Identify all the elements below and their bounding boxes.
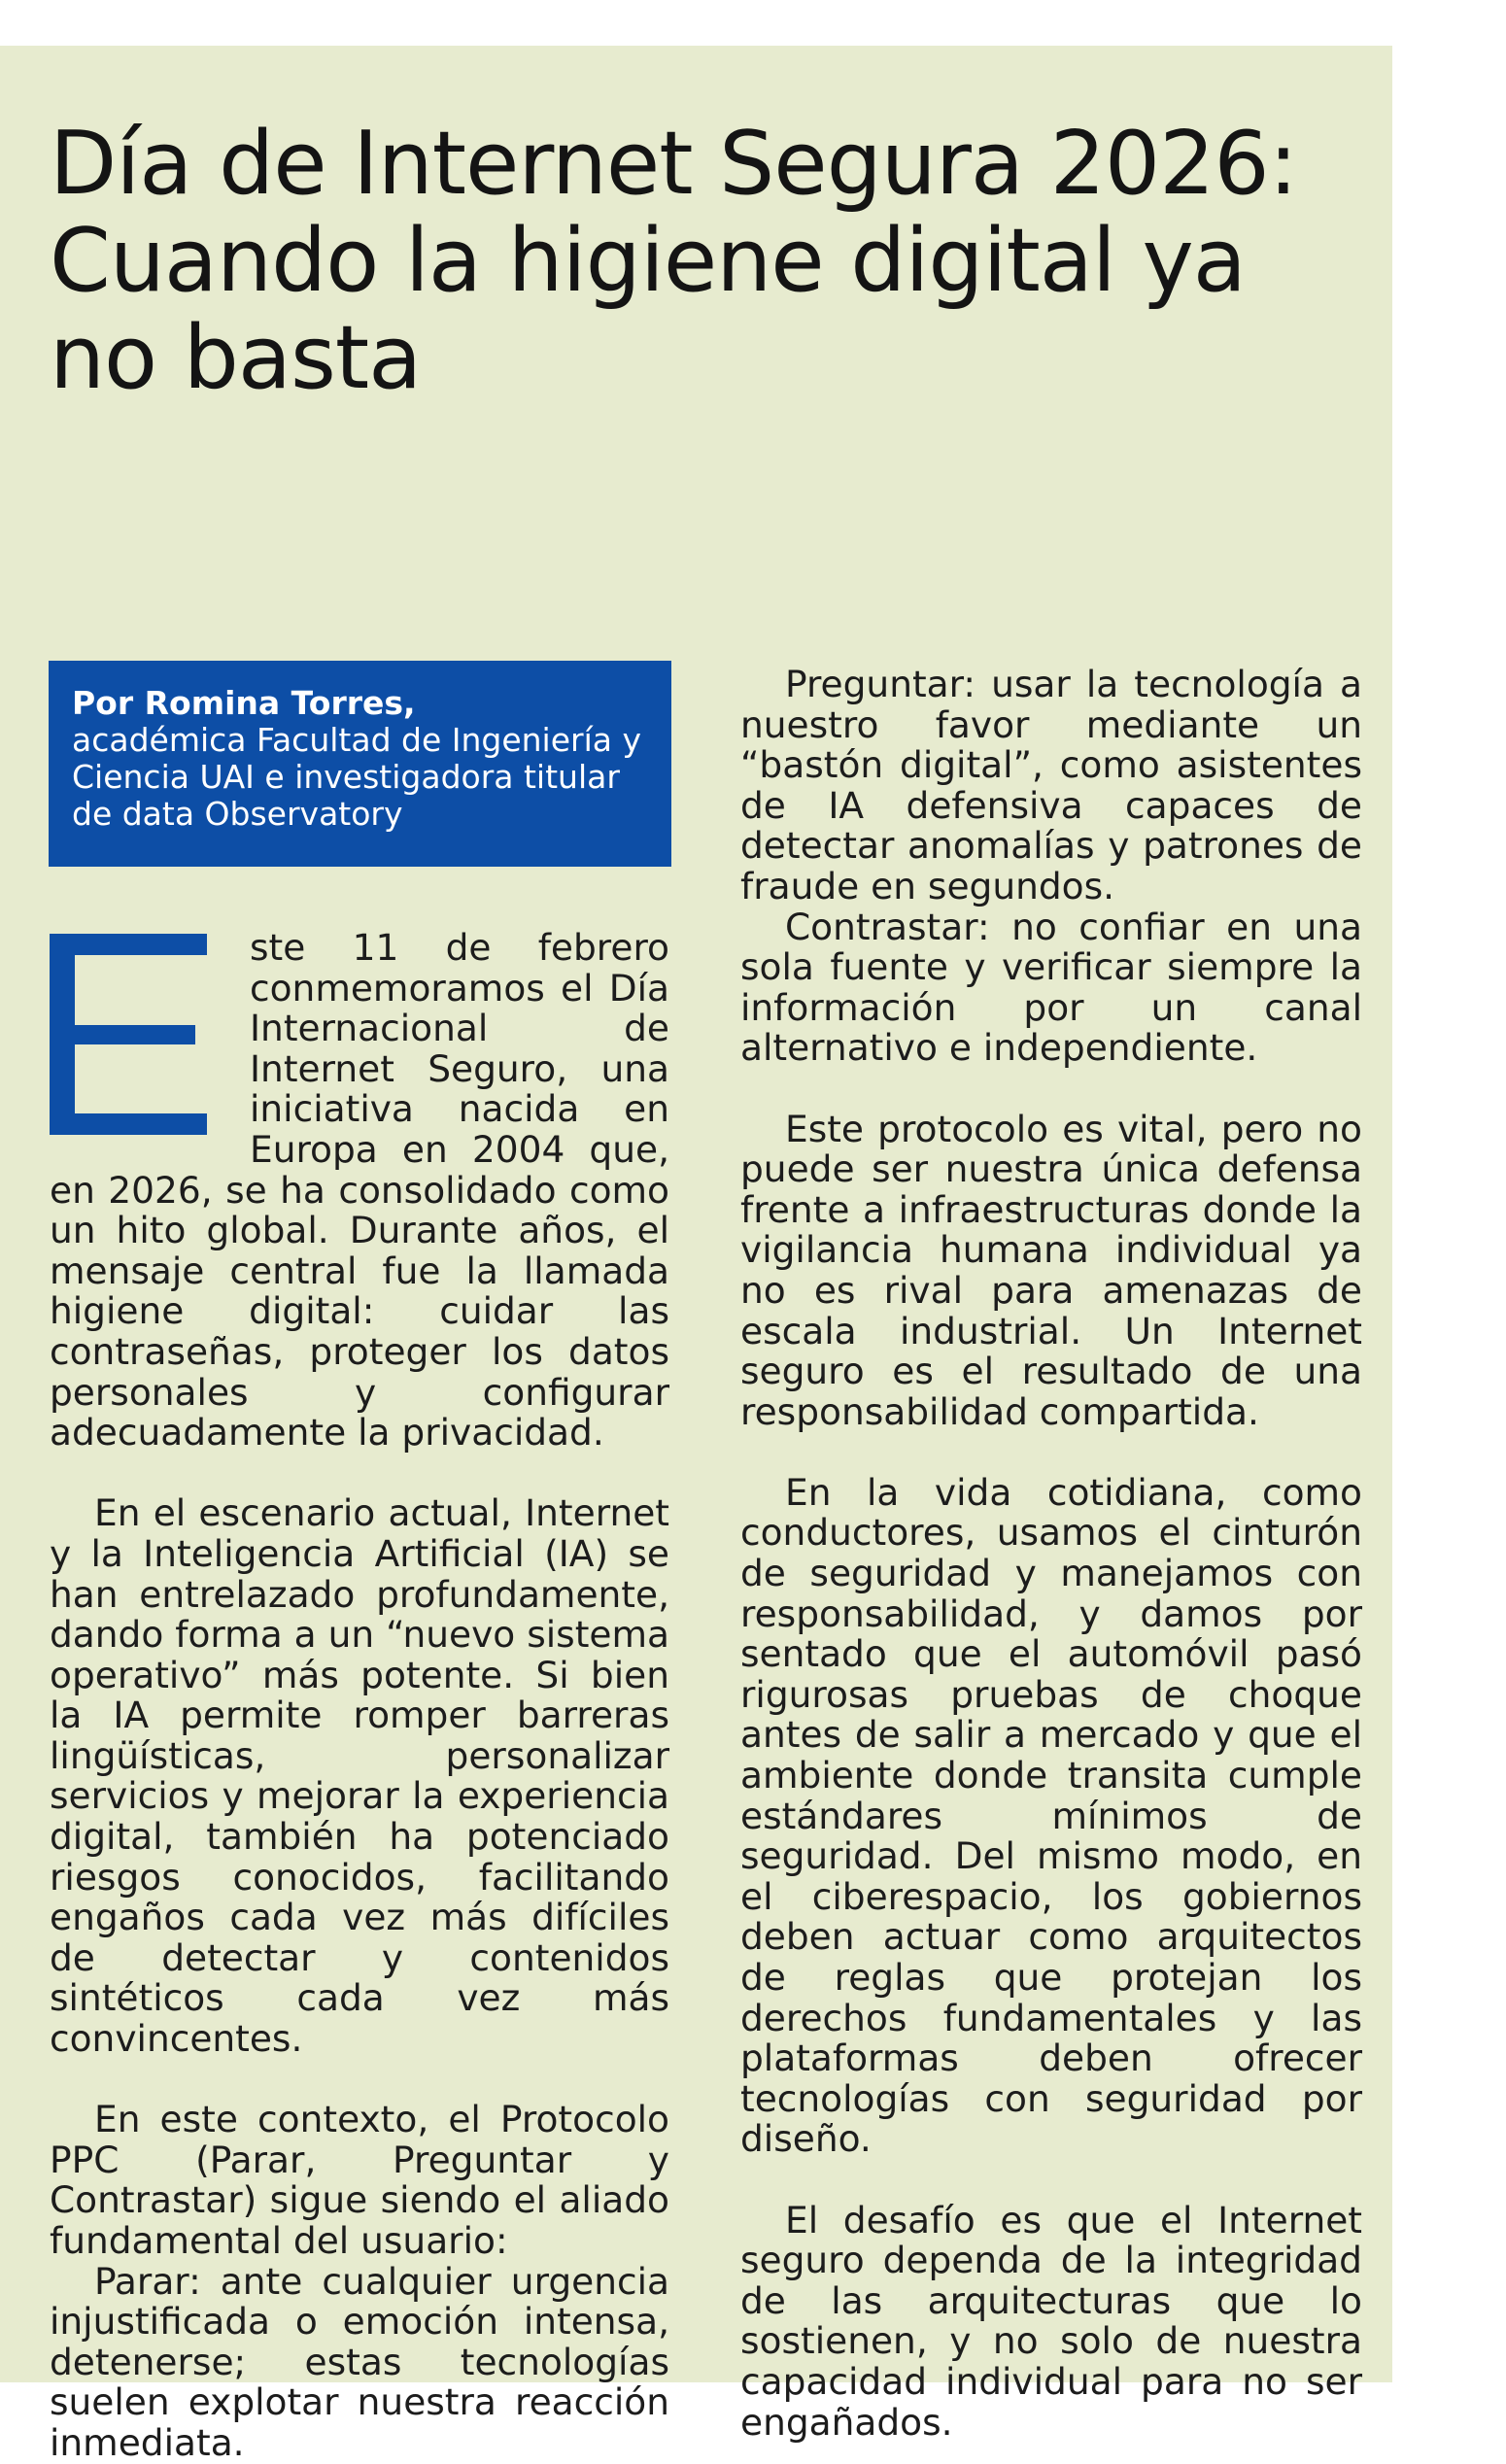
paragraph-ai-context: En el escenario actual, Internet y la Inteligencia Artificial (IA) se han entrelazado profundamente, dando forma a un “nuevo sistema operativo” más potente. Si bien la IA permite romper barreras lingüísticas, personalizar servicios y mejorar la experiencia digital, también ha potenciado riesgos conocidos, facilitando engaños cada vez más difíciles de detectar y contenidos sintéticos cada vez más convincentes. — [50, 1491, 669, 2061]
paragraph-intro-text: ste 11 de febrero conmemoramos el Día Internacional de Internet Seguro, una iniciativa nacida en Europa en 2004 que, en 2026, se ha consolidado como un hito global. Durante años, el mensaje central fue la llamada higiene digital: cuidar las contraseñas, proteger los datos personales y configurar adecuadamente la privacidad. — [50, 926, 669, 1454]
drop-cap-letter-graphic — [50, 934, 207, 1135]
article-column-left — [50, 928, 669, 2464]
article-column-right — [740, 665, 1362, 2443]
author-role: académica Facultad de Ingeniería y Ciencia UAI e investigadora titular de data Observatory — [72, 721, 642, 833]
paragraph-contrastar: Contrastar: no confiar en una sola fuente y verificar siempre la información por un canal alternativo e independiente. — [740, 905, 1362, 1070]
drop-cap-letter — [50, 1135, 51, 1136]
author-byline-box — [49, 661, 671, 867]
paragraph-intro — [50, 928, 669, 1454]
article-title: Día de Internet Segura 2026: Cuando la higiene digital ya no basta — [50, 113, 1297, 409]
paragraph-ppc-protocol: En este contexto, el Protocolo PPC (Parar, Preguntar y Contrastar) sigue siendo el aliado fundamental del usuario: — [50, 2098, 669, 2262]
paragraph-conclusion: El desafío es que el Internet seguro dependa de la integridad de las arquitecturas que lo sostienen, y no solo de nuestra capacidad individual para no ser engañados. — [740, 2198, 1362, 2444]
paragraph-shared-responsibility: Este protocolo es vital, pero no puede ser nuestra única defensa frente a infraestructuras donde la vigilancia humana individual ya no es rival para amenazas de escala industrial. Un Internet seguro es el resultado de una responsabilidad compartida. — [740, 1107, 1362, 1433]
drop-cap — [50, 934, 226, 1135]
paragraph-parar: Parar: ante cualquier urgencia injustificada o emoción intensa, detenerse; estas tecnologías suelen explotar nuestra reacción inmediata. — [50, 2259, 669, 2464]
paragraph-preguntar: Preguntar: usar la tecnología a nuestro favor mediante un “bastón digital”, como asistentes de IA defensiva capaces de detectar anomalías y patrones de fraude en segundos. — [740, 663, 1362, 907]
author-name: Por Romina Torres, — [72, 684, 416, 722]
paragraph-drivers-analogy: En la vida cotidiana, como conductores, usamos el cinturón de seguridad y manejamos con responsabilidad, y damos por sentado que el automóvil pasó rigurosas pruebas de choque antes de salir a mercado y que el ambiente donde transita cumple estándares mínimos de seguridad. Del mismo modo, en el ciberespacio, los gobiernos deben actuar como arquitectos de reglas que protejan los derechos fundamentales y las plataformas deben ofrecer tecnologías con seguridad por diseño. — [740, 1470, 1362, 2161]
article-page — [0, 46, 1392, 2464]
